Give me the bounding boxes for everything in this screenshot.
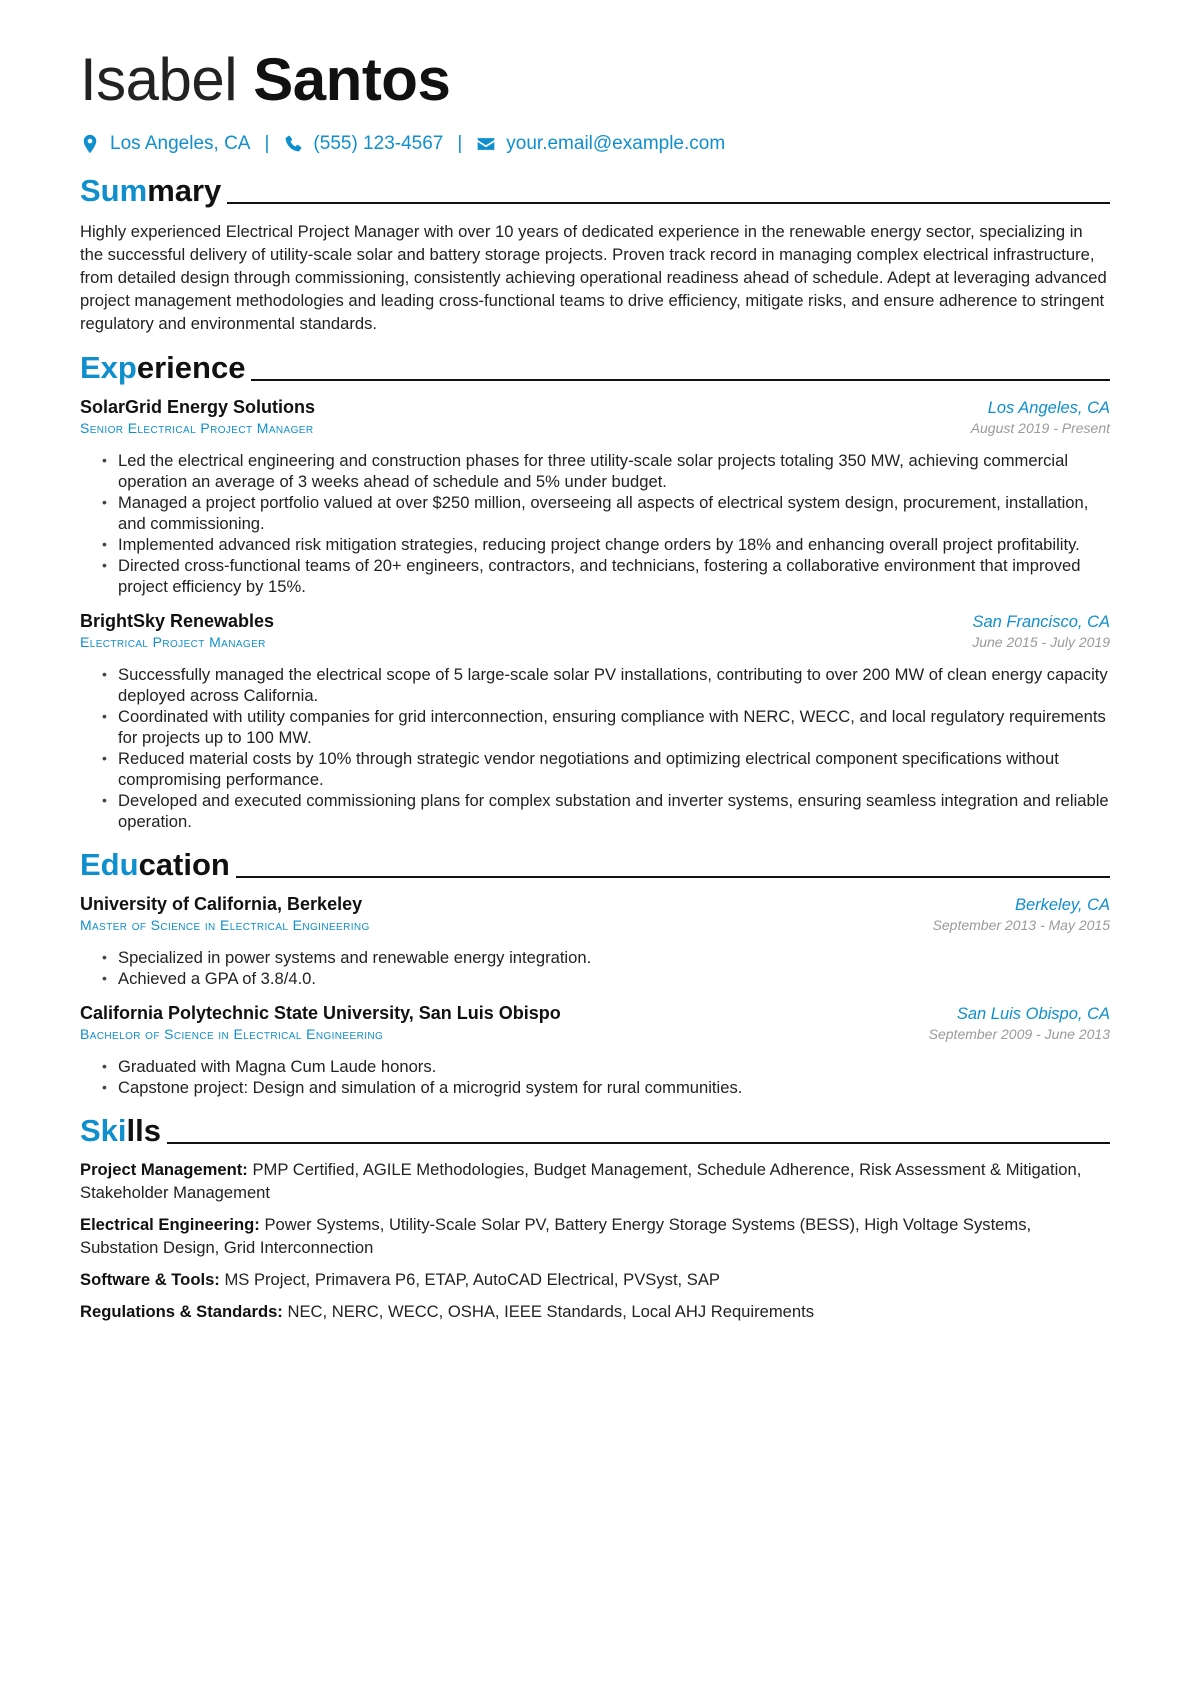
- job-bullets: [80, 450, 1110, 597]
- last-name: Santos: [253, 46, 451, 113]
- experience-heading-rest: erience: [136, 350, 246, 385]
- skill-row: [80, 1158, 1110, 1204]
- education-bullets: [80, 947, 1110, 989]
- degree-name: Bachelor of Science in Electrical Engineering: [80, 1026, 384, 1042]
- skill-value: NEC, NERC, WECC, OSHA, IEEE Standards, Local AHJ Requirements: [287, 1302, 815, 1321]
- list-item: • Developed and executed commissioning plans for complex substation and inverter systems, ensuring seamless integration and reliable operation.: [118, 790, 1110, 832]
- job-title: Electrical Project Manager: [80, 634, 266, 650]
- school-name: University of California, Berkeley: [80, 894, 363, 914]
- contact-phone: [283, 133, 443, 155]
- email-link[interactable]: your.email@example.com: [506, 133, 726, 154]
- summary-heading: [80, 172, 1110, 208]
- contact-email[interactable]: [476, 133, 725, 155]
- job-dates: June 2015 - July 2019: [972, 634, 1110, 650]
- section-rule: [251, 379, 1110, 381]
- school-name: California Polytechnic State University, San Luis Obispo: [80, 1003, 561, 1023]
- location-text: Los Angeles, CA: [110, 133, 251, 154]
- list-item: • Successfully managed the electrical scope of 5 large-scale solar PV installations, contributing to over 200 MW of clean energy capacity deployed across California.: [118, 664, 1110, 706]
- experience-entry: [80, 397, 1110, 597]
- employer-location: San Francisco, CA: [972, 613, 1110, 631]
- skill-value: PMP Certified, AGILE Methodologies, Budget Management, Schedule Adherence, Risk Assessment & Mitigation, Stakeholder Management: [80, 1160, 1082, 1202]
- skill-label: Regulations & Standards:: [80, 1302, 283, 1321]
- section-rule: [167, 1142, 1110, 1144]
- employer-name: SolarGrid Energy Solutions: [80, 397, 316, 417]
- list-item: • Managed a project portfolio valued at over $250 million, overseeing all aspects of electrical system design, procurement, installation, and commissioning.: [118, 492, 1110, 534]
- list-item: • Graduated with Magna Cum Laude honors.: [118, 1056, 1110, 1077]
- education-heading-rest: cation: [138, 847, 230, 882]
- contact-separator: |: [264, 133, 270, 154]
- skills-heading-rest: lls: [126, 1113, 161, 1148]
- phone-icon: [283, 134, 303, 154]
- list-item: • Coordinated with utility companies for grid interconnection, ensuring compliance with NERC, WECC, and local regulatory requirements for projects up to 100 MW.: [118, 706, 1110, 748]
- skill-value: Power Systems, Utility-Scale Solar PV, Battery Energy Storage Systems (BESS), High Voltage Systems, Substation Design, Grid Interconnection: [80, 1215, 1032, 1257]
- skills-heading-accent: Ski: [80, 1113, 127, 1148]
- list-item: • Specialized in power systems and renewable energy integration.: [118, 947, 1110, 968]
- employer-name: BrightSky Renewables: [80, 611, 275, 631]
- experience-entry: [80, 611, 1110, 832]
- contact-separator: |: [457, 133, 463, 154]
- skills-list: [80, 1158, 1110, 1323]
- phone-text: (555) 123-4567: [313, 133, 444, 154]
- degree-name: Master of Science in Electrical Engineering: [80, 917, 370, 933]
- summary-heading-accent: Sum: [80, 173, 148, 208]
- list-item: • Led the electrical engineering and construction phases for three utility-scale solar projects totaling 350 MW, achieving commercial operation an average of 3 weeks ahead of schedule and 5% under budget.: [118, 450, 1110, 492]
- education-bullets: [80, 1056, 1110, 1098]
- education-heading: [80, 846, 1110, 882]
- list-item: • Implemented advanced risk mitigation strategies, reducing project change orders by 18% and enhancing overall project profitability.: [118, 534, 1110, 555]
- contact-bar: [80, 130, 1110, 158]
- list-item: • Achieved a GPA of 3.8/4.0.: [118, 968, 1110, 989]
- education-entry: [80, 1003, 1110, 1098]
- envelope-icon: [476, 134, 496, 154]
- education-entry: [80, 894, 1110, 989]
- section-rule: [236, 876, 1110, 878]
- job-title: Senior Electrical Project Manager: [80, 420, 314, 436]
- skill-row: [80, 1300, 1110, 1323]
- skill-label: Project Management:: [80, 1160, 248, 1179]
- skill-row: [80, 1268, 1110, 1291]
- skills-heading: [80, 1112, 1110, 1148]
- map-marker-icon: [80, 134, 100, 154]
- first-name: Isabel: [80, 46, 238, 113]
- skill-label: Electrical Engineering:: [80, 1215, 260, 1234]
- job-bullets: [80, 664, 1110, 832]
- study-dates: September 2013 - May 2015: [932, 917, 1110, 933]
- summary-text: Highly experienced Electrical Project Manager with over 10 years of dedicated experience in the renewable energy sector, specializing in the successful delivery of utility-scale solar and battery storage projects. Proven track record in managing complex electrical infrastructure, from detailed design through commissioning, consistently achieving operational readiness ahead of schedule. Adept at leveraging advanced project management methodologies and leading cross-functional teams to drive efficiency, mitigate risks, and ensure adherence to stringent regulatory and environmental standards.: [80, 222, 1107, 333]
- experience-heading-accent: Exp: [80, 350, 137, 385]
- list-item: • Directed cross-functional teams of 20+ engineers, contractors, and technicians, fostering a collaborative environment that improved project efficiency by 15%.: [118, 555, 1110, 597]
- list-item: • Capstone project: Design and simulation of a microgrid system for rural communities.: [118, 1077, 1110, 1098]
- candidate-name: [80, 44, 1110, 116]
- skill-value: MS Project, Primavera P6, ETAP, AutoCAD Electrical, PVSyst, SAP: [224, 1270, 720, 1289]
- study-dates: September 2009 - June 2013: [928, 1026, 1110, 1042]
- education-heading-accent: Edu: [80, 847, 139, 882]
- summary-heading-rest: mary: [147, 173, 222, 208]
- school-location: Berkeley, CA: [1014, 896, 1110, 914]
- job-dates: August 2019 - Present: [970, 420, 1110, 436]
- section-rule: [227, 202, 1110, 204]
- contact-location: [80, 133, 250, 155]
- employer-location: Los Angeles, CA: [987, 399, 1110, 417]
- experience-heading: [80, 349, 1110, 385]
- skill-label: Software & Tools:: [80, 1270, 220, 1289]
- school-location: San Luis Obispo, CA: [956, 1005, 1110, 1023]
- list-item: • Reduced material costs by 10% through strategic vendor negotiations and optimizing electrical component specifications without compromising performance.: [118, 748, 1110, 790]
- skill-row: [80, 1213, 1110, 1259]
